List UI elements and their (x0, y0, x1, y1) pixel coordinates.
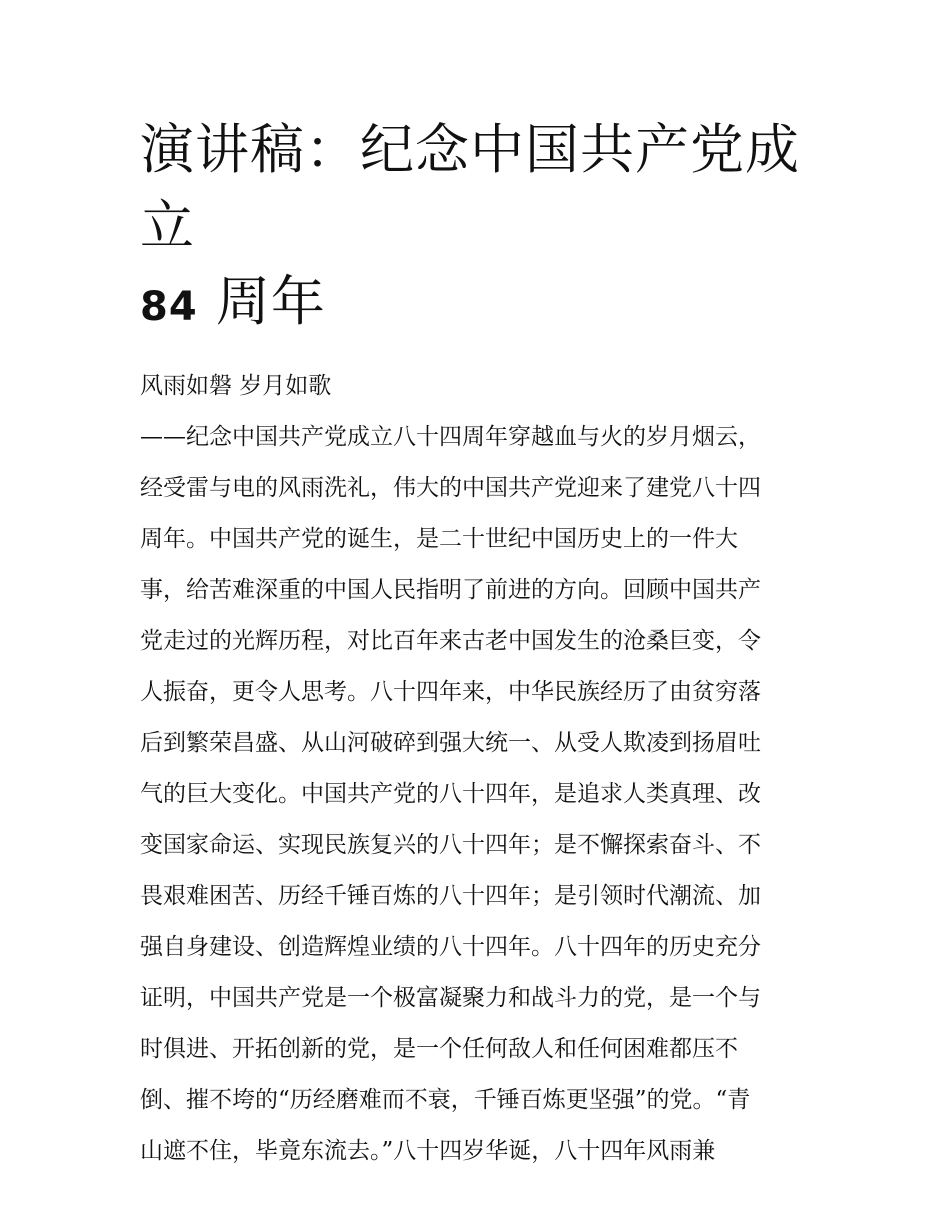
body-line: 事，给苦难深重的中国人民指明了前进的方向。回顾中国共产 (140, 577, 761, 603)
body-line: 倒、摧不垮的“历经磨难而不衰，千锤百炼更坚强”的党。“青 (140, 1087, 751, 1113)
body-paragraph (140, 412, 815, 1177)
body-line: 周年。中国共产党的诞生，是二十世纪中国历史上的一件大 (140, 526, 738, 552)
subtitle: 风雨如磐 岁月如歌 (140, 373, 332, 399)
body-line: 强自身建设、创造辉煌业绩的八十四年。八十四年的历史充分 (140, 934, 761, 960)
body-line: 山遮不住，毕竟东流去。”八十四岁华诞，八十四年风雨兼 (140, 1138, 716, 1164)
body-line: 后到繁荣昌盛、从山河破碎到强大统一、从受人欺凌到扬眉吐 (140, 730, 761, 756)
document-page (140, 112, 815, 1177)
body-line: 证明，中国共产党是一个极富凝聚力和战斗力的党，是一个与 (140, 985, 761, 1011)
body-line: 变国家命运、实现民族复兴的八十四年；是不懈探索奋斗、不 (140, 832, 761, 858)
page-title (140, 112, 815, 345)
body-line: 气的巨大变化。中国共产党的八十四年，是追求人类真理、改 (140, 781, 761, 807)
title-line-1: 演讲稿：纪念中国共产党成立 (140, 118, 800, 257)
body-line: 畏艰难困苦、历经千锤百炼的八十四年；是引领时代潮流、加 (140, 883, 761, 909)
body-line: 经受雷与电的风雨洗礼，伟大的中国共产党迎来了建党八十四 (140, 475, 761, 501)
title-line-2: 周年 (215, 270, 326, 333)
body-line: ——纪念中国共产党成立八十四周年穿越血与火的岁月烟云， (140, 424, 761, 450)
title-number: 84 (140, 284, 198, 330)
body-line: 党走过的光辉历程，对比百年来古老中国发生的沧桑巨变，令 (140, 628, 761, 654)
body-line: 时俱进、开拓创新的党，是一个任何敌人和任何困难都压不 (140, 1036, 738, 1062)
body-line: 人振奋，更令人思考。八十四年来，中华民族经历了由贫穷落 (140, 679, 761, 705)
